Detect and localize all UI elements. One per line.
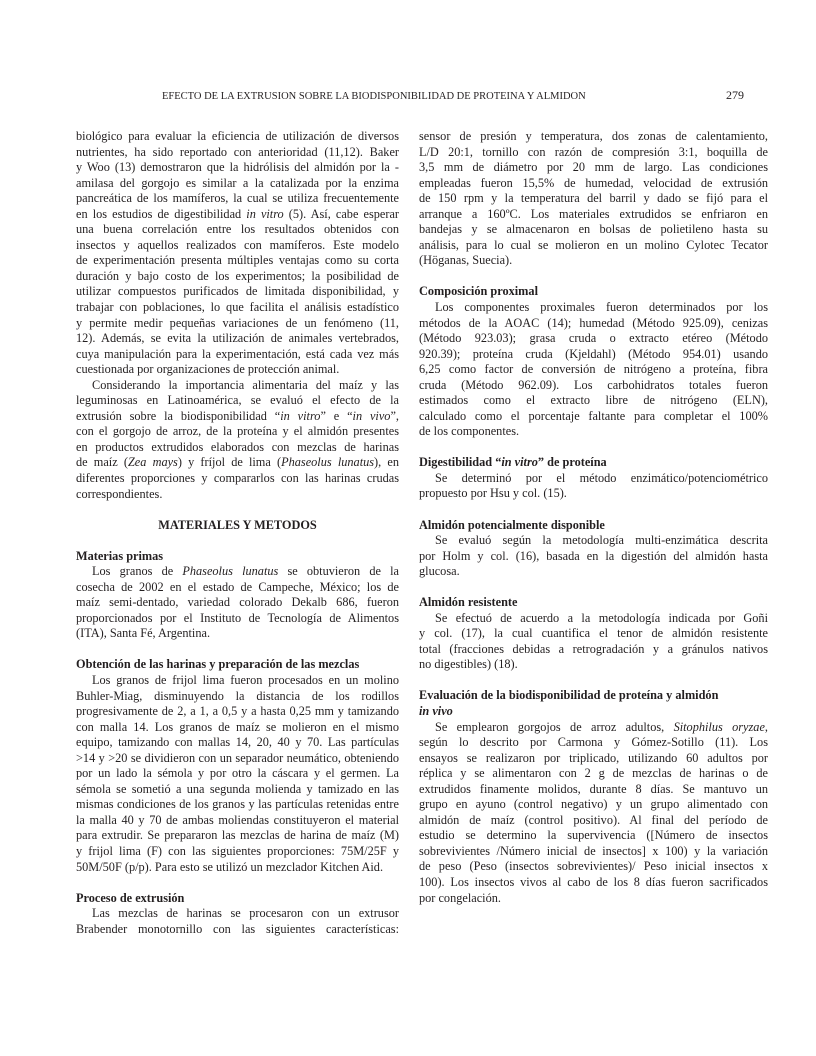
text-line: correspondientes.: [76, 486, 163, 501]
subheading-almidon-resistente: Almidón resistente: [419, 595, 518, 610]
subheading-obtencion-harinas: Obtención de las harinas y preparación de las mezclas: [76, 657, 360, 672]
text-line: Considerando la importancia alimentaria del maíz y las: [92, 377, 399, 392]
text-line: (ITA), Santa Fé, Argentina.: [76, 626, 211, 641]
text-line: 50M/50F (p/p). Para esto se utilizó un mezclador Kitchen Aid.: [76, 859, 384, 874]
running-title: EFECTO DE LA EXTRUSION SOBRE LA BIODISPONIBILIDAD DE PROTEINA Y ALMIDON: [162, 91, 586, 102]
materias-primas-paragraph: [76, 564, 399, 642]
text-line: propuesto por Hsu y col. (15).: [419, 486, 567, 501]
proceso-continuation-paragraph: [419, 129, 768, 269]
text-line: para extrudir. Se prepararon las mezclas de harina de maíz (M): [76, 828, 399, 843]
composicion-paragraph: [419, 300, 768, 440]
subheading-almidon-disponible: Almidón potencialmente disponible: [419, 517, 605, 532]
text-line: y Woo (13) demostraron que la hidrólisis del almidón por la -: [76, 160, 399, 175]
text-line: de peso (Peso (insectos sobrevivientes)/ Peso inicial insectos x: [419, 859, 768, 874]
text-line: y col. (17), la cual cuantifica el tenor de almidón resistente: [419, 626, 768, 641]
text-line: según lo descrito por Carmona y Gómez-Sotillo (11). Los: [419, 735, 768, 750]
text-line: de 150 rpm y la temperatura del barril y dado se fijó para el: [419, 191, 768, 206]
text-line: Los componentes proximales fueron determinados por los: [435, 299, 768, 314]
text-line: extrusión sobre la biodisponibilidad “in vitro” e “in vivo”,: [76, 408, 399, 423]
page-number: 279: [726, 88, 744, 102]
text-line: Se determinó por el método enzimático/potenciométrico: [435, 470, 768, 485]
intro-paragraph-2: [76, 378, 399, 502]
text-line: sémola se sometió a una segunda molienda y tamizado en las: [76, 781, 399, 796]
text-line: 3,5 mm de diámetro por 20 mm de largo. Las condiciones: [419, 160, 768, 175]
text-line: Se emplearon gorgojos de arroz adultos, Sitophilus oryzae,: [435, 719, 768, 734]
text-line: por congelación.: [419, 890, 501, 905]
text-line: progresivamente de 2, a 1, a 0,5 y a hasta 0,25 mm y tamizando: [76, 704, 399, 719]
text-line: biológico para evaluar la eficiencia de utilización de diversos: [76, 129, 399, 143]
subheading-materias-primas: Materias primas: [76, 548, 164, 563]
subheading-composicion-proximal: Composición proximal: [419, 284, 538, 299]
text-line: por un lado la sémola y por otro la cáscara y el germen. La: [76, 766, 399, 781]
text-line: equipo, tamizando con mallas 14, 20, 40 y 70. Las partículas: [76, 735, 399, 750]
subheading-digestibilidad-in-vitro: Digestibilidad “in vitro” de proteína: [419, 455, 607, 470]
text-line: cruda (Método 962.09). Los carbohidratos totales fueron: [419, 377, 768, 392]
left-column: [76, 129, 399, 937]
text-line: >14 y >20 se dividieron con un separador neumático, obteniendo: [76, 750, 399, 765]
text-line: utilizar compuestos purificados de limitada disponibilidad, y: [76, 284, 399, 299]
text-line: (Höganas, Suecia).: [419, 253, 513, 268]
subheading-evaluacion-biodisponibilidad: Evaluación de la biodisponibilidad de proteína y almidón: [419, 688, 719, 703]
text-line: pancreática de los mamíferos, la cual se utiliza frecuentemente: [76, 191, 399, 206]
text-line: con el gorgojo de arroz, de la proteína y el almidón presentes: [76, 424, 399, 439]
text-line: glucosa.: [419, 564, 460, 579]
text-line: y frijol lima (F) con las siguientes proporciones: 75M/25F y: [76, 844, 399, 859]
text-line: ensayos se realizaron por triplicado, utilizando 60 adultos por: [419, 750, 768, 765]
text-line: almidón de maíz (control positivo). Al final del período de: [419, 812, 768, 827]
text-line: Se evaluó según la metodología multi-enzimática descrita: [435, 533, 768, 548]
obtencion-paragraph: [76, 673, 399, 875]
text-line: Buhler-Miag, disminuyendo la distancia de los rodillos: [76, 688, 399, 703]
text-line: calculado como el porcentaje faltante para completar el 100%: [419, 408, 768, 423]
text-line: arranque a 160ºC. Los materiales extrudidos se enfriaron en: [419, 206, 768, 221]
text-line: bandejas y se almacenaron en bolsas de polietileno hasta su: [419, 222, 768, 237]
almidon-resistente-paragraph: [419, 611, 768, 673]
text-line: duración y bajo costo de los experimentos; la posibilidad de: [76, 268, 399, 283]
text-line: grupo en ayuno (control negativo) y un grupo alimentado con: [419, 797, 768, 812]
text-line: Los granos de frijol lima fueron procesados en un molino: [92, 673, 399, 687]
text-line: mismas condiciones de los granos y las partículas retenidas entre: [76, 797, 399, 812]
text-line: por Holm y col. (16), basada en la digestión del almidón hasta: [419, 548, 768, 563]
subheading-proceso-extrusion: Proceso de extrusión: [76, 890, 185, 905]
text-line: réplica y se alimentaron con 2 g de mezclas de harinas o de: [419, 766, 768, 781]
text-line: de experimentación presenta múltiples ventajas como su corta: [76, 253, 399, 268]
right-column: [419, 129, 768, 906]
text-line: y permite medir pequeñas variaciones de un fenómeno (11,: [76, 315, 399, 330]
text-line: insectos y aquellos realizados con mamíferos. Este modelo: [76, 237, 399, 252]
text-line: nutrientes, ha sido reportado con anterioridad (11,12). Baker: [76, 144, 399, 159]
text-line: leguminosas en Latinoamérica, se evaluó el efecto de la: [76, 393, 399, 408]
text-line: cosecha de 2002 en el estado de Campeche, México; los de: [76, 579, 399, 594]
intro-paragraph-1: [76, 129, 399, 378]
text-line: de los componentes.: [419, 424, 520, 439]
text-line: diferentes proporciones y compararlos con las harinas crudas: [76, 471, 399, 486]
text-line: 12). Además, se evita la utilización de animales vertebrados,: [76, 331, 399, 346]
text-line: proporcionados por el Instituto de Tecnología de Alimentos: [76, 610, 399, 625]
text-line: estimados como el extracto libre de nitrógeno (ELN),: [419, 393, 768, 408]
subheading-evaluacion-in-vivo: in vivo: [419, 704, 453, 718]
text-line: sobrevivientes /Número inicial de insectos] x 100) y la variación: [419, 843, 768, 858]
text-line: con malla 14. Los granos de maíz se molieron en el mismo: [76, 719, 399, 734]
text-line: extrudidos finamente molidos, durante 8 días. Se mantuvo un: [419, 781, 768, 796]
text-line: análisis, para lo cual se molieron en un molino Cylotec Tecator: [419, 237, 768, 252]
text-line: Brabender monotornillo con las siguientes características:: [76, 921, 399, 936]
text-line: no digestibles) (18).: [419, 657, 518, 672]
proceso-paragraph: [76, 906, 399, 937]
text-line: total (fracciones debidas a retrogradación y a gránulos nativos: [419, 641, 768, 656]
text-line: 920.39); proteína cruda (Kjeldahl) (Método 954.01) usando: [419, 346, 768, 361]
text-line: amilasa del gorgojo es similar a la catalizada por la enzima: [76, 175, 399, 190]
text-line: maíz semi-dentado, variedad colorado Dekalb 686, fueron: [76, 595, 399, 610]
text-line: Se efectuó de acuerdo a la metodología indicada por Goñi: [435, 610, 768, 625]
text-line: Las mezclas de harinas se procesaron con un extrusor: [92, 906, 399, 921]
text-line: cuya manipulación para la experimentación, está cada vez más: [76, 346, 399, 361]
text-line: en productos extrudidos elaborados con mezclas de harinas: [76, 439, 399, 454]
evaluacion-paragraph: [419, 720, 768, 907]
text-line: Los granos de Phaseolus lunatus se obtuvieron de la: [92, 564, 399, 579]
text-line: estudio se determino la supervivencia ([Número de insectos: [419, 828, 768, 843]
text-line: L/D 20:1, tornillo con razón de compresión 3:1, boquilla de: [419, 144, 768, 159]
text-line: cuestionada por organizaciones de protección animal.: [76, 362, 340, 377]
text-line: sensor de presión y temperatura, dos zonas de calentamiento,: [419, 129, 768, 143]
section-heading-materiales-y-metodos: MATERIALES Y METODOS: [158, 517, 317, 532]
digestibilidad-paragraph: [419, 471, 768, 502]
text-line: trabajar con poblaciones, lo que facilita el análisis estadístico: [76, 300, 399, 315]
text-line: 100). Los insectos vivos al cabo de los 8 días fueron sacrificados: [419, 875, 768, 890]
text-line: una buena correlación entre los resultados obtenidos con: [76, 222, 399, 237]
text-line: métodos de la AOAC (14); humedad (Método 925.09), cenizas: [419, 315, 768, 330]
text-line: (Método 923.03); grasa cruda o extracto etéreo (Método: [419, 331, 768, 346]
almidon-disponible-paragraph: [419, 533, 768, 580]
text-line: en los estudios de digestibilidad in vitro (5). Así, cabe esperar: [76, 206, 399, 221]
text-line: la malla 40 y 70 de ambas moliendas constituyeron el material: [76, 812, 399, 827]
text-line: de maíz (Zea mays) y fríjol de lima (Phaseolus lunatus), en: [76, 455, 399, 470]
text-line: empleadas fueron 15,5% de humedad, velocidad de extrusión: [419, 175, 768, 190]
text-line: 6,25 como factor de conversión de nitrógeno a proteína, fibra: [419, 362, 768, 377]
